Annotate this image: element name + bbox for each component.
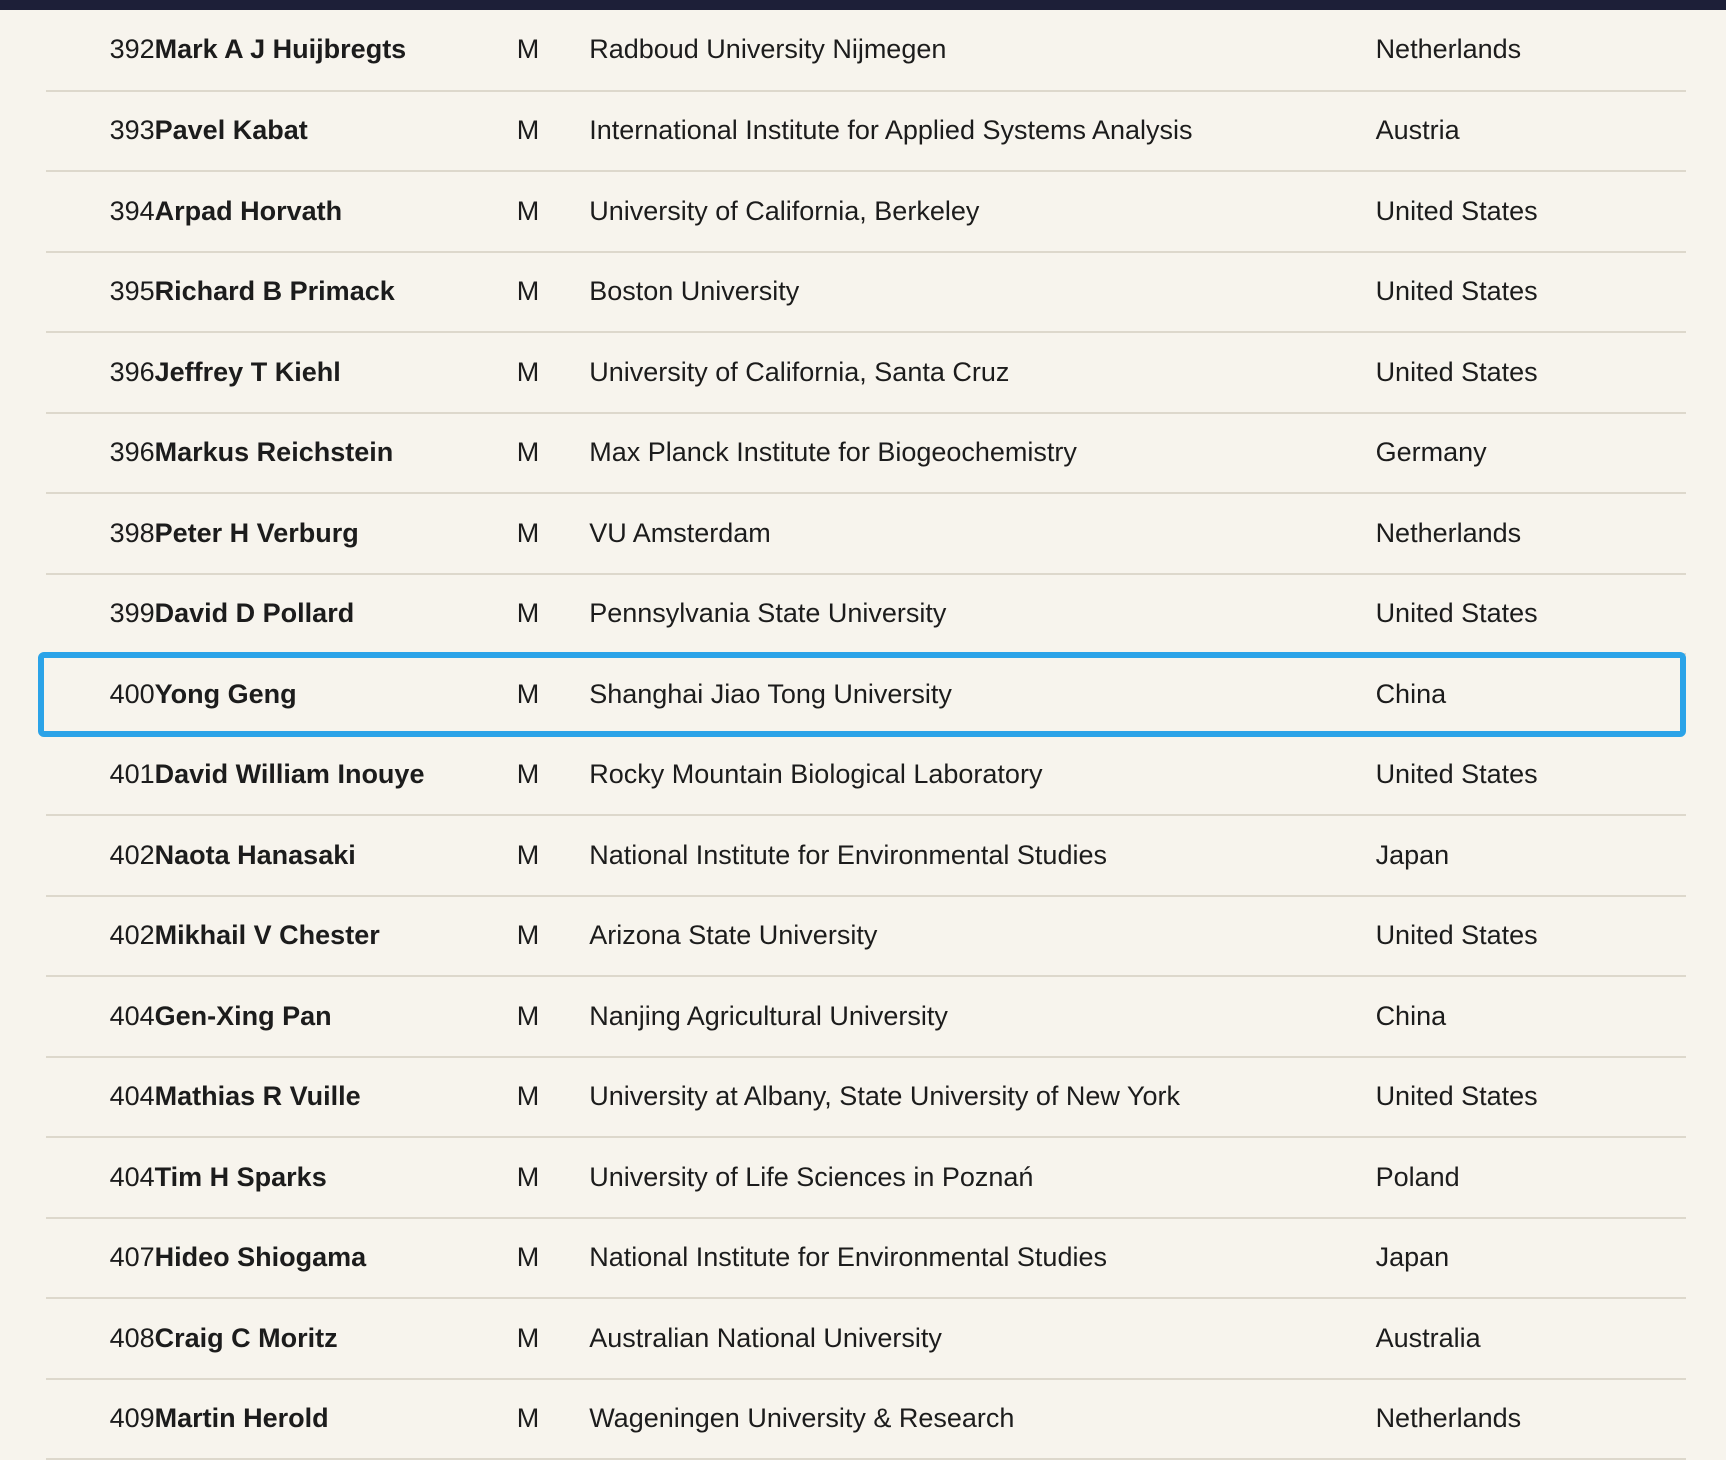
cell-country: Netherlands	[1376, 10, 1686, 91]
cell-name: Mikhail V Chester	[155, 896, 517, 977]
cell-name: Mathias R Vuille	[155, 1057, 517, 1138]
cell-institution: University of California, Berkeley	[589, 171, 1375, 252]
cell-name: Arpad Horvath	[155, 171, 517, 252]
table-row[interactable]	[46, 815, 1686, 896]
cell-institution: Nanjing Agricultural University	[589, 976, 1375, 1057]
cell-institution: National Institute for Environmental Studies	[589, 815, 1375, 896]
cell-country: China	[1376, 976, 1686, 1057]
cell-name: David D Pollard	[155, 574, 517, 655]
cell-gender: M	[517, 1137, 589, 1218]
table-row[interactable]	[46, 10, 1686, 91]
cell-institution: Boston University	[589, 252, 1375, 333]
table-row[interactable]	[46, 1379, 1686, 1460]
ranking-table-container	[0, 10, 1726, 1460]
cell-rank: 398	[46, 493, 155, 574]
table-row[interactable]	[46, 1218, 1686, 1299]
cell-country: United States	[1376, 574, 1686, 655]
table-row[interactable]	[46, 1057, 1686, 1138]
cell-country: Austria	[1376, 91, 1686, 172]
cell-gender: M	[517, 493, 589, 574]
cell-gender: M	[517, 574, 589, 655]
cell-rank: 404	[46, 976, 155, 1057]
cell-gender: M	[517, 413, 589, 494]
cell-institution: Max Planck Institute for Biogeochemistry	[589, 413, 1375, 494]
cell-gender: M	[517, 91, 589, 172]
cell-gender: M	[517, 654, 589, 735]
table-row[interactable]	[46, 654, 1686, 735]
cell-gender: M	[517, 896, 589, 977]
cell-name: Hideo Shiogama	[155, 1218, 517, 1299]
table-row[interactable]	[46, 896, 1686, 977]
cell-country: Poland	[1376, 1137, 1686, 1218]
cell-rank: 395	[46, 252, 155, 333]
cell-institution: National Institute for Environmental Studies	[589, 1218, 1375, 1299]
cell-name: Tim H Sparks	[155, 1137, 517, 1218]
cell-name: Richard B Primack	[155, 252, 517, 333]
cell-country: Japan	[1376, 1218, 1686, 1299]
cell-country: Australia	[1376, 1298, 1686, 1379]
cell-institution: University of California, Santa Cruz	[589, 332, 1375, 413]
cell-gender: M	[517, 976, 589, 1057]
cell-rank: 402	[46, 896, 155, 977]
cell-institution: Wageningen University & Research	[589, 1379, 1375, 1460]
table-row[interactable]	[46, 252, 1686, 333]
cell-rank: 396	[46, 413, 155, 494]
cell-name: Peter H Verburg	[155, 493, 517, 574]
cell-rank: 401	[46, 735, 155, 816]
cell-rank: 404	[46, 1137, 155, 1218]
table-row[interactable]	[46, 574, 1686, 655]
cell-country: United States	[1376, 252, 1686, 333]
cell-rank: 396	[46, 332, 155, 413]
top-bar	[0, 0, 1726, 10]
cell-country: Netherlands	[1376, 1379, 1686, 1460]
table-row[interactable]	[46, 1298, 1686, 1379]
cell-name: Jeffrey T Kiehl	[155, 332, 517, 413]
cell-rank: 399	[46, 574, 155, 655]
table-row[interactable]	[46, 413, 1686, 494]
cell-institution: Australian National University	[589, 1298, 1375, 1379]
cell-institution: Radboud University Nijmegen	[589, 10, 1375, 91]
cell-name: Gen-Xing Pan	[155, 976, 517, 1057]
table-row[interactable]	[46, 735, 1686, 816]
cell-gender: M	[517, 815, 589, 896]
cell-rank: 392	[46, 10, 155, 91]
table-row[interactable]	[46, 171, 1686, 252]
cell-name: Craig C Moritz	[155, 1298, 517, 1379]
cell-country: United States	[1376, 171, 1686, 252]
cell-gender: M	[517, 735, 589, 816]
cell-rank: 404	[46, 1057, 155, 1138]
cell-name: Martin Herold	[155, 1379, 517, 1460]
cell-institution: VU Amsterdam	[589, 493, 1375, 574]
cell-country: China	[1376, 654, 1686, 735]
table-row[interactable]	[46, 976, 1686, 1057]
cell-gender: M	[517, 1298, 589, 1379]
table-row[interactable]	[46, 332, 1686, 413]
cell-gender: M	[517, 10, 589, 91]
cell-rank: 402	[46, 815, 155, 896]
cell-gender: M	[517, 1218, 589, 1299]
cell-rank: 407	[46, 1218, 155, 1299]
cell-rank: 400	[46, 654, 155, 735]
ranking-table	[46, 10, 1686, 1460]
cell-institution: Shanghai Jiao Tong University	[589, 654, 1375, 735]
cell-name: Mark A J Huijbregts	[155, 10, 517, 91]
cell-name: Markus Reichstein	[155, 413, 517, 494]
cell-institution: University at Albany, State University of New York	[589, 1057, 1375, 1138]
cell-rank: 394	[46, 171, 155, 252]
table-row[interactable]	[46, 493, 1686, 574]
cell-name: Pavel Kabat	[155, 91, 517, 172]
cell-name: Yong Geng	[155, 654, 517, 735]
cell-gender: M	[517, 332, 589, 413]
cell-institution: Arizona State University	[589, 896, 1375, 977]
cell-name: Naota Hanasaki	[155, 815, 517, 896]
cell-country: Netherlands	[1376, 493, 1686, 574]
cell-country: United States	[1376, 1057, 1686, 1138]
cell-gender: M	[517, 252, 589, 333]
ranking-table-body	[46, 10, 1686, 1459]
cell-institution: Rocky Mountain Biological Laboratory	[589, 735, 1375, 816]
cell-rank: 409	[46, 1379, 155, 1460]
cell-institution: Pennsylvania State University	[589, 574, 1375, 655]
cell-name: David William Inouye	[155, 735, 517, 816]
table-row[interactable]	[46, 91, 1686, 172]
cell-institution: International Institute for Applied Systems Analysis	[589, 91, 1375, 172]
cell-country: Germany	[1376, 413, 1686, 494]
cell-country: United States	[1376, 332, 1686, 413]
cell-rank: 393	[46, 91, 155, 172]
cell-country: Japan	[1376, 815, 1686, 896]
cell-gender: M	[517, 1379, 589, 1460]
cell-gender: M	[517, 171, 589, 252]
cell-rank: 408	[46, 1298, 155, 1379]
table-row[interactable]	[46, 1137, 1686, 1218]
cell-gender: M	[517, 1057, 589, 1138]
cell-country: United States	[1376, 896, 1686, 977]
cell-institution: University of Life Sciences in Poznań	[589, 1137, 1375, 1218]
cell-country: United States	[1376, 735, 1686, 816]
